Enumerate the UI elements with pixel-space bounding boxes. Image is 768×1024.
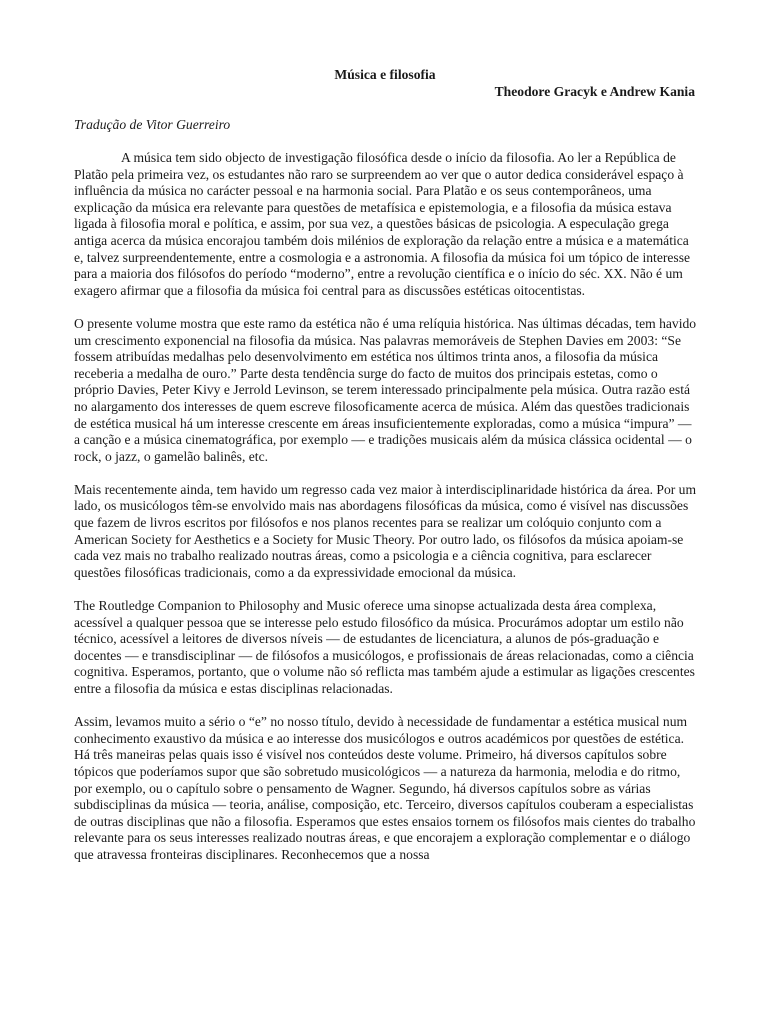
- paragraph-4: The Routledge Companion to Philosophy and Music oferece uma sinopse actualizada desta área complexa, acessível a qualquer pessoa que se interesse pelo estudo filosófico da música. Procurámos adoptar um estilo não técnico, acessível a leitores de diversos níveis — de estudantes de licenciatura, a alunos de pós-graduação e docentes — e transdisciplinar — de filósofos a musicólogos, e profissionais de áreas relacionadas, como a ciência cognitiva. Esperamos, portanto, que o volume não só reflicta mas também ajude a estimular as ligações crescentes entre a filosofia da música e estas disciplinas relacionadas.: [74, 598, 695, 696]
- paragraph-1: A música tem sido objecto de investigação filosófica desde o início da filosofia. Ao ler a República de Platão pela primeira vez, os estudantes não raro se surpreendem ao ver que o autor dedica considerável espaço à influência da música no carácter pessoal e na harmonia social. Para Platão e os seus contemporâneos, uma explicação da música era relevante para questões de metafísica e epistemologia, e a filosofia da música estava ligada à filosofia moral e política, e assim, por sua vez, a questões básicas de psicologia. A especulação grega antiga acerca da música encorajou também dois milénios de exploração da relação entre a música e a matemática e, talvez surpreendentemente, entre a cosmologia e a astronomia. A filosofia da música foi um tópico de interesse para a maioria dos filósofos do período “moderno”, entre a revolução científica e o início do séc. XX. Não é um exagero afirmar que a filosofia da música foi central para as discussões estéticas oitocentistas.: [74, 150, 691, 298]
- translator-credit: Tradução de Vitor Guerreiro: [74, 117, 231, 132]
- paragraph-3: Mais recentemente ainda, tem havido um regresso cada vez maior à interdisciplinaridade histórica da área. Por um lado, os musicólogos têm-se envolvido mais nas abordagens filosóficas da música, como é visível nas discussões que fazem de livros escritos por filósofos e nos planos recentes para se realizar um colóquio conjunto com a American Society for Aesthetics e a Society for Music Theory. Por outro lado, os filósofos da música apoiam-se cada vez mais no trabalho realizado noutras áreas, como a psicologia e a ciência cognitiva, para esclarecer questões filosóficas tradicionais, como a da expressividade emocional da música.: [74, 481, 697, 580]
- paragraph-5: Assim, levamos muito a sério o “e” no nosso título, devido à necessidade de fundamentar a estética musical num conhecimento exaustivo da música e ao interesse dos musicólogos e outros académicos por questões de estética. Há três maneiras pelas quais isso é visível nos conteúdos deste volume. Primeiro, há diversos capítulos sobre tópicos que poderíamos supor que são sobretudo musicológicos — a natureza da harmonia, melodia e do ritmo, por exemplo, ou o capítulo sobre o pensamento de Wagner. Segundo, há diversos capítulos sobre as várias subdisciplinas da música — teoria, análise, composição, etc. Terceiro, diversos capítulos couberam a especialistas de outras disciplinas que não a filosofia. Esperamos que estes ensaios tornem os filósofos mais cientes do trabalho relevante para os seus interesses realizado noutras áreas, e que encorajem a exploração complementar e o diálogo que atravessa fronteiras disciplinares. Reconhecemos que a nossa: [74, 714, 696, 862]
- document-authors: Theodore Gracyk e Andrew Kania: [494, 84, 695, 99]
- paragraph-2: O presente volume mostra que este ramo da estética não é uma relíquia histórica. Nas últimas décadas, tem havido um crescimento exponencial na filosofia da música. Nas palavras memoráveis de Stephen Davies em 2003: “Se fossem atribuídas medalhas pelo desenvolvimento em estética nos últimos trinta anos, a filosofia da música receberia a medalha de ouro.” Parte desta tendência surge do facto de muitos dos principais estetas, como o próprio Davies, Peter Kivy e Jerrold Levinson, se terem interessado principalmente pela música. Outra razão está no alargamento dos interesses de quem escreve filosoficamente acerca de música. Além das questões tradicionais de estética musical há um interesse crescente em áreas insuficientemente exploradas, como a música “impura” — a canção e a música cinematográfica, por exemplo — e tradições musicais além da música clássica ocidental — o rock, o jazz, o gamelão balinês, etc.: [74, 315, 697, 464]
- document-title: Música e filosofia: [334, 67, 436, 82]
- document-body: [74, 150, 699, 880]
